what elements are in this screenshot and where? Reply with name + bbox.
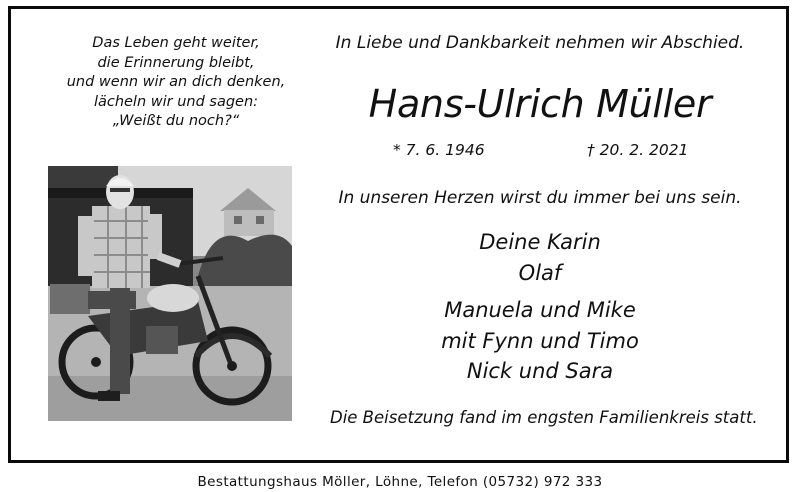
mourner-wife: Deine Karin bbox=[479, 230, 601, 254]
poem-line: „Weißt du noch?“ bbox=[112, 113, 240, 129]
mourner-family-line: mit Fynn und Timo bbox=[441, 328, 639, 353]
birth-date: * 7. 6. 1946 bbox=[393, 141, 485, 159]
burial-note: Die Beisetzung fand im engsten Familienkreis statt. bbox=[330, 408, 758, 427]
poem-line: Das Leben geht weiter, bbox=[92, 35, 260, 51]
mourner-family-line: Manuela und Mike bbox=[444, 298, 636, 322]
poem-line: lächeln wir und sagen: bbox=[93, 93, 259, 110]
poem-line: und wenn wir an dich denken, bbox=[66, 74, 286, 90]
deceased-name: Hans-Ulrich Müller bbox=[368, 82, 712, 126]
poem-line: die Erinnerung bleibt, bbox=[97, 54, 255, 71]
portrait-photo-image bbox=[48, 166, 292, 421]
farewell-intro: In Liebe und Dankbarkeit nehmen wir Abschied. bbox=[335, 33, 745, 53]
spacer bbox=[330, 288, 750, 295]
portrait-photo bbox=[48, 166, 292, 421]
mourner-son: Olaf bbox=[518, 260, 562, 285]
death-date: † 20. 2. 2021 bbox=[587, 141, 689, 159]
poem-verse bbox=[46, 34, 306, 132]
remembrance-line: In unseren Herzen wirst du immer bei uns sein. bbox=[338, 188, 742, 208]
mourner-family-line: Nick und Sara bbox=[466, 359, 614, 383]
mourners-list bbox=[330, 227, 750, 387]
funeral-home-footer: Bestattungshaus Möller, Löhne, Telefon (05732) 972 333 bbox=[197, 474, 603, 490]
